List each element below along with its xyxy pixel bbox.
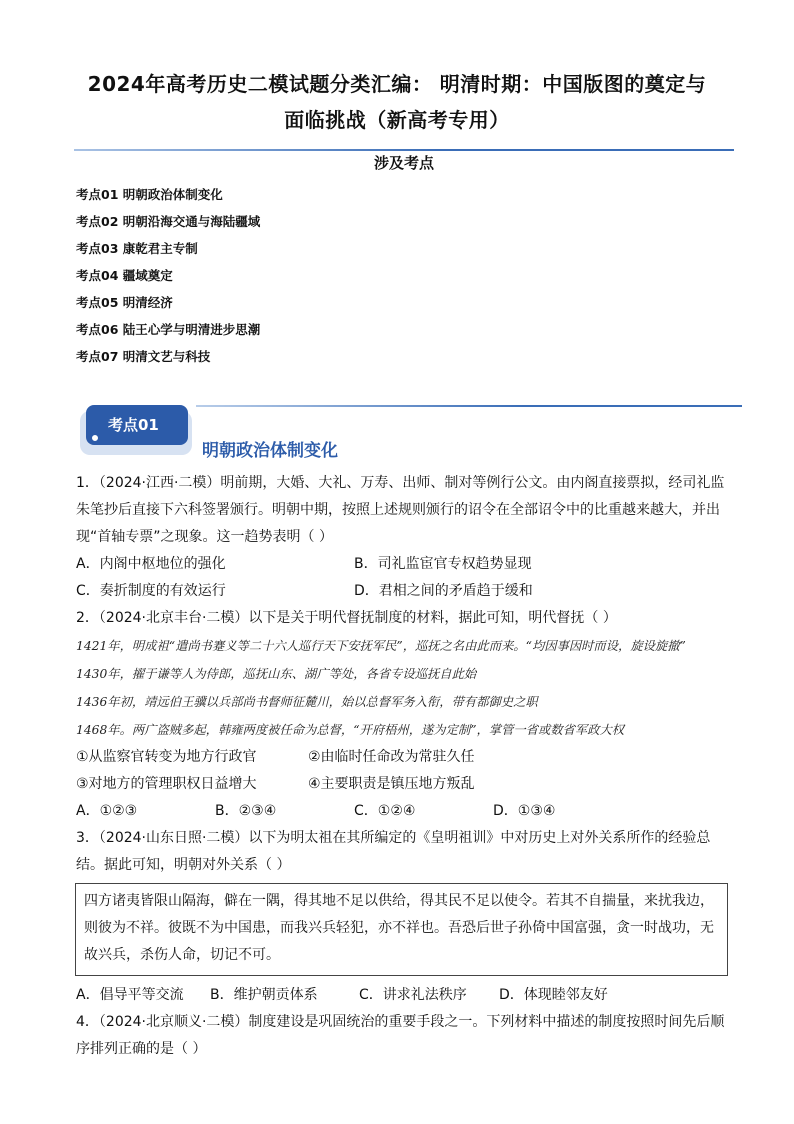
- topic-item: 考点05 明清经济: [76, 295, 173, 310]
- option-b: B．司礼监宦官专权趋势显现: [354, 556, 532, 572]
- option-c: C．奏折制度的有效运行: [76, 583, 226, 599]
- title-line-1: 2024年高考历史二模试题分类汇编： 明清时期：中国版图的奠定与: [87, 72, 707, 96]
- option-a: A．①②③: [76, 803, 138, 819]
- topic-item: 考点04 疆域奠定: [76, 268, 173, 283]
- option-a: A．内阁中枢地位的强化: [76, 556, 226, 572]
- question-3-options: [76, 982, 732, 1009]
- option-d: D．体现睦邻友好: [499, 987, 608, 1003]
- section-heading: 涉及考点: [373, 154, 434, 172]
- option-d: D．君相之间的矛盾趋于缓和: [354, 583, 533, 599]
- option-c: C．①②④: [354, 803, 416, 819]
- question-1-options-row-1: [76, 551, 732, 578]
- question-1-options-row-2: [76, 578, 732, 605]
- statement-1: ①从监察官转变为地方行政官: [76, 749, 257, 765]
- option-d: D．①③④: [493, 803, 556, 819]
- option-b: B．维护朝贡体系: [210, 987, 318, 1003]
- topic-item: 考点03 康乾君主专制: [76, 241, 198, 256]
- question-2-statements-row-2: [76, 771, 732, 798]
- question-4-stem: 4．（2024·北京顺义·二模）制度建设是巩固统治的重要手段之一。下列材料中描述的制度按照时间先后顺序排列正确的是（ ）: [76, 1014, 725, 1057]
- section-divider: [196, 405, 742, 407]
- title-divider: [74, 149, 734, 151]
- question-2-stem: 2．（2024·北京丰台·二模）以下是关于明代督抚制度的材料，据此可知，明代督抚（ ）: [76, 610, 617, 626]
- question-1-stem: 1．（2024·江西·二模）明前期，大婚、大礼、万寿、出师、制对等例行公文。由内阁直接票拟，经司礼监朱笔抄后直接下六科签署颁行。明朝中期，按照上述规则颁行的诏令在全部诏令中的比重越来越大，并出现“首轴专票”之现象。这一趋势表明（ ）: [76, 475, 725, 545]
- statement-4: ④主要职责是镇压地方叛乱: [308, 776, 475, 792]
- option-a: A．倡导平等交流: [76, 987, 184, 1003]
- questions-section: [76, 470, 732, 1063]
- topic-list: [76, 184, 260, 373]
- topic-item: 考点06 陆王心学与明清进步思潮: [76, 322, 261, 337]
- statement-3: ③对地方的管理职权日益增大: [76, 776, 257, 792]
- topic-item: 考点01 明朝政治体制变化: [76, 187, 223, 202]
- topic-title: 明朝政治体制变化: [202, 441, 338, 461]
- badge-dot-icon: [90, 433, 100, 443]
- badge-label: 考点01: [86, 405, 188, 445]
- question-2-material-4: 1468年。两广盗贼多起，韩雍两度被任命为总督，“开府梧州，遂为定制”，掌管一省或数省军政大权: [76, 723, 625, 737]
- statement-2: ②由临时任命改为常驻久任: [308, 749, 475, 765]
- topic-badge: [78, 405, 194, 457]
- question-2-statements-row-1: [76, 744, 732, 771]
- question-2-options: [76, 798, 732, 825]
- question-2-material-2: 1430年，擢于谦等人为侍郎，巡抚山东、湖广等处，各省专设巡抚自此始: [76, 667, 477, 681]
- option-c: C．讲求礼法秩序: [359, 987, 467, 1003]
- question-3-quote-box: 四方诸夷皆限山隔海，僻在一隅，得其地不足以供给，得其民不足以使令。若其不自揣量，来扰我边，则彼为不祥。彼既不为中国患，而我兴兵轻犯，亦不祥也。吾恐后世子孙倚中国富强，贪一时战功，无故兴兵，杀伤人命，切记不可。: [75, 883, 728, 976]
- question-2-material-1: 1421年，明成祖“遣尚书蹇义等二十六人巡行天下安抚军民”，巡抚之名由此而来。“均因事因时而设，旋设旋撤”: [76, 639, 686, 653]
- document-title: [60, 66, 734, 138]
- question-3-stem: 3．（2024·山东日照·二模）以下为明太祖在其所编定的《皇明祖训》中对历史上对外关系所作的经验总结。据此可知，明朝对外关系（ ）: [76, 830, 711, 873]
- topic-item: 考点02 明朝沿海交通与海陆疆域: [76, 214, 261, 229]
- topic-item: 考点07 明清文艺与科技: [76, 349, 211, 364]
- question-2-material-3: 1436年初，靖远伯王骥以兵部尚书督师征麓川，始以总督军务入衔，带有都御史之职: [76, 695, 538, 709]
- option-b: B．②③④: [215, 803, 277, 819]
- title-line-2: 面临挑战（新高考专用）: [284, 108, 510, 132]
